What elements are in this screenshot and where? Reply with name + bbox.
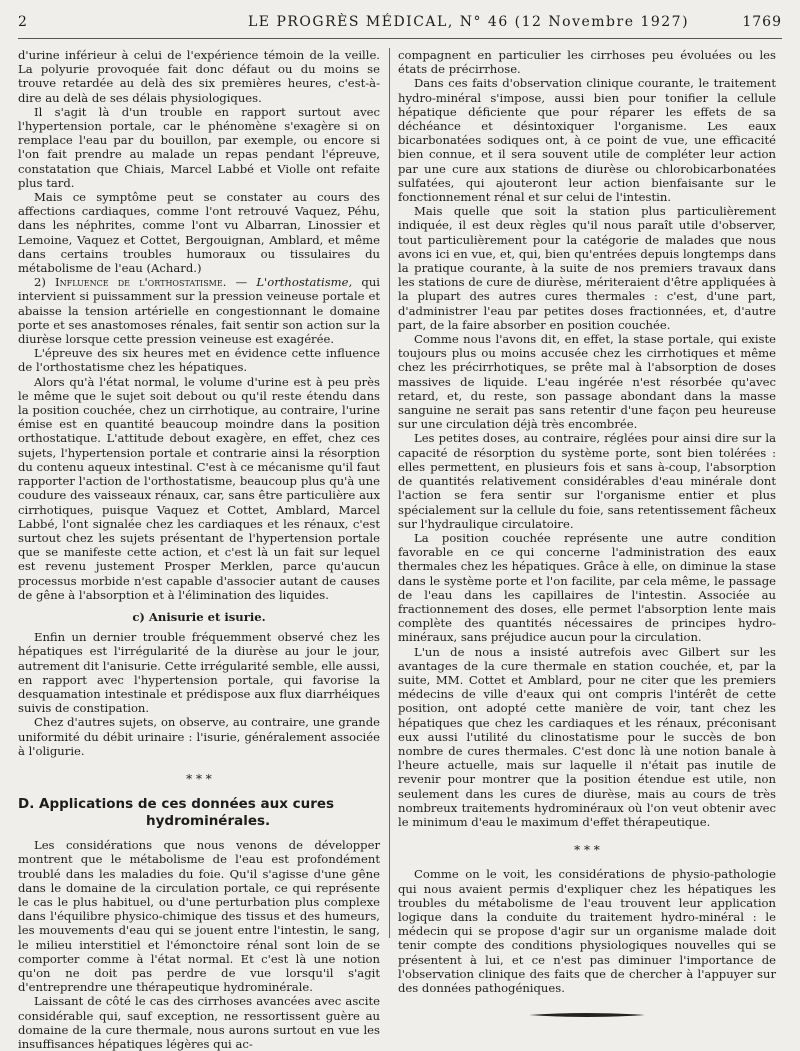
asterism: * * * xyxy=(186,771,212,786)
paragraph: Laissant de côté le cas des cirrhoses avancées avec ascite considérable qui, sauf exception, ne ressortissent guère au domaine de la cure thermale, nous aurons surtout en vue les insuffisances hépatiques légères qui ac- xyxy=(18,994,380,1051)
running-header xyxy=(18,14,782,34)
section-title-line2: hydrominérales. xyxy=(146,813,271,830)
section-title-line1: D. Applications de ces données aux cures xyxy=(18,796,335,813)
paragraph-text: qui intervient si puissamment sur la pression veineuse portale et abaisse la tension artérielle en congestionnant le domaine porte et ses anastomoses rénales, fait sentir son action sur la diurèse lorsque cette pression veineuse est exagérée. xyxy=(18,275,380,347)
ornament-rule-icon xyxy=(398,1009,776,1023)
header-rule xyxy=(18,38,782,39)
paragraph: La position couchée représente une autre condition favorable en ce qui concerne l'administration des eaux thermales chez les hépatiques. Grâce à elle, on diminue la stase dans le système porte et l'on facilite, par cela même, le passage de l'eau dans les capillaires de l'intestin. Associée au fractionnement des doses, elle permet l'absorption lente mais complète des quantités nécessaires de principes hydro-minéraux, sans préjudice aucun pour la circulation. xyxy=(398,530,776,645)
page-number: 1769 xyxy=(742,14,782,30)
paragraph xyxy=(18,275,380,346)
paragraph: d'urine inférieur à celui de l'expérience témoin de la veille. La polyurie provoquée fait donc défaut ou du moins se trouve retardée au delà des six premières heures, c'est-à-dire au delà de ses délais physiologiques. xyxy=(18,48,380,105)
column-divider xyxy=(389,48,390,938)
paragraph: L'épreuve des six heures met en évidence cette influence de l'orthostatisme chez les hépatiques. xyxy=(18,346,380,375)
asterism: * * * xyxy=(574,843,600,858)
paragraph: Mais quelle que soit la station plus particulièrement indiquée, il est deux règles qu'il nous paraît utile d'observer, tout particulièrement pour la catégorie de malades que nous avons ici en vue, et, qui, bien qu'entrées depuis longtemps dans la pratique courante, à la suite de nos premiers travaux dans les stations de cure de diurèse, mériteraient d'être appliquées à la plupart des autres cures thermales : c'est, d'une part, d'administrer l'eau par petites doses fractionnées, et, d'autre part, de la faire absorber en position couchée. xyxy=(398,204,776,332)
journal-title: LE PROGRÈS MÉDICAL, N° 46 (12 Novembre 1927) xyxy=(248,14,690,30)
left-column xyxy=(18,48,380,1051)
paragraph: Comme nous l'avons dit, en effet, la stase portale, qui existe toujours plus ou moins accusée chez les cirrhotiques et même chez les précirrhotiques, se prête mal à l'absorption de doses massives de liquide. L'eau ingérée n'est résorbée qu'avec retard, et, du reste, son passage abondant dans la masse sanguine ne serait pas sans retentir d'une façon peu heureuse sur une circulation déjà très encombrée. xyxy=(398,332,776,432)
paragraph: Chez d'autres sujets, on observe, au contraire, une grande uniformité du débit urinaire : l'isurie, généralement associée à l'oligurie. xyxy=(18,715,380,758)
paragraph: Mais ce symptôme peut se constater au cours des affections cardiaques, comme l'ont retrouvé Vaquez, Péhu, dans les néphrites, comme l'ont vu Albarran, Linossier et Lemoine, Vaquez et Cottet, Bergouignan, Amblard, et même dans certains troubles humoraux ou tissulaires du métabolisme de l'eau (Achard.) xyxy=(18,190,380,276)
section-label: 2) Influence de l'orthostatisme. — xyxy=(34,275,257,290)
ornament-rule-graphic xyxy=(527,1010,647,1020)
paragraph: Il s'agit là d'un trouble en rapport surtout avec l'hypertension portale, car le phénomène s'exagère si on remplace l'eau par du bouillon, par exemple, ou encore si l'on fait prendre au malade un repas pendant l'épreuve, constatation que Chiais, Marcel Labbé et Violle ont refaite plus tard. xyxy=(18,104,380,190)
paragraph: Les considérations que nous venons de développer montrent que le métabolisme de l'eau est profondément troublé dans les maladies du foie. Qu'il s'agisse d'une gêne dans le domaine de la circulation portale, ce qui représente le cas le plus habituel, ou d'une perturbation plus complexe dans l'équilibre physico-chimique des tissus et des humeurs, les mouvements d'eau qui se jouent entre l'intestin, le sang, le milieu interstitiel et l'émonctoire rénal sont loin de se comporter comme à l'état normal. Et c'est là une notion qu'on ne doit pas perdre de vue lorsqu'il s'agit d'entreprendre une thérapeutique hydrominérale. xyxy=(18,838,380,995)
subheading: c) Anisurie et isurie. xyxy=(132,609,266,624)
paragraph: Les petites doses, au contraire, réglées pour ainsi dire sur la capacité de résorption du système porte, sont bien tolérées : elles permettent, en plusieurs fois et sans à-coup, l'absorption de quantités relativement considérables d'eau minérale dont l'action se fera sentir sur l'organisme entier et plus spécialement sur la cellule du foie, sans retentissement fâcheux sur l'hydraulique circulatoire. xyxy=(398,431,776,531)
right-column xyxy=(398,48,776,995)
paragraph: Comme on le voit, les considérations de physio-pathologie qui nous avaient permis d'expliquer chez les hépatiques les troubles du métabolisme de l'eau trouvent leur application logique dans la conduite du traitement hydro-minéral : le médecin qui se propose d'agir sur un organisme malade doit tenir compte des conditions physiologiques nouvelles qui se présentent à lui, et ce n'est pas diminuer l'importance de l'observation clinique des faits que de chercher à l'appuyer sur des données pathogéniques. xyxy=(398,867,776,995)
italic-term: L'orthostatisme, xyxy=(256,275,353,290)
header-mark: 2 xyxy=(18,14,28,30)
paragraph: L'un de nous a insisté autrefois avec Gilbert sur les avantages de la cure thermale en station couchée, et, par la suite, MM. Cottet et Amblard, pour ne citer que les premiers médecins de ville d'eaux qui ont compris l'intérêt de cette position, ont adopté cette manière de voir, tant chez les hépatiques que chez les cardiaques et les rénaux, préconisant eux aussi l'utilité du clinostatisme pour le succès de bon nombre de cures thermales. C'est donc là une notion banale à l'heure actuelle, mais sur laquelle il n'était pas inutile de revenir pour montrer que la position étendue est utile, non seulement dans les cures de diurèse, mais au cours de très nombreux traitements hydrominéraux où l'on veut obtenir avec le minimum d'eau le maximum d'effet thérapeutique. xyxy=(398,644,776,829)
section-title xyxy=(18,796,380,830)
paragraph: compagnent en particulier les cirrhoses peu évoluées ou les états de précirrhose. xyxy=(398,48,776,77)
paragraph: Alors qu'à l'état normal, le volume d'urine est à peu près le même que le sujet soit debout ou qu'il reste étendu dans la position couchée, chez un cirrhotique, au contraire, l'urine émise est en quantité beaucoup moindre dans la position orthostatique. L'attitude debout exagère, en effet, chez ces sujets, l'hypertension portale et contrarie ainsi la résorption du contenu aqueux intestinal. C'est à ce mécanisme qu'il faut rapporter l'action de l'orthostatisme, beaucoup plus qu'à une coudure des vaisseaux rénaux, car, sans être particulière aux cirrhotiques, puisque Vaquez et Cottet, Amblard, Marcel Labbé, l'ont signalée chez les cardiaques et les rénaux, c'est surtout chez les sujets présentant de l'hypertension portale que se manifeste cette action, et c'est là un fait sur lequel est revenu justement Prosper Merklen, parce qu'aucun processus morbide n'est capable d'associer autant de causes de gêne à l'absorption et à l'élimination des liquides. xyxy=(18,374,380,602)
paragraph: Enfin un dernier trouble fréquemment observé chez les hépatiques est l'irrégularité de la diurèse au jour le jour, autrement dit l'anisurie. Cette irrégularité semble, elle aussi, en rapport avec l'hypertension portale, qui favorise la desquamation intestinale et prédispose aux flux diarrhéiques suivis de constipation. xyxy=(18,630,380,716)
paragraph: Dans ces faits d'observation clinique courante, le traitement hydro-minéral s'impose, aussi bien pour tonifier la cellule hépatique déficiente que pour réparer les effets de sa déchéance et désintoxiquer l'organisme. Les eaux bicarbonatées sodiques ont, à ce point de vue, une efficacité bien connue, et il sera souvent utile de compléter leur action par une cure aux stations de diurèse ou chlorobicarbonatées sulfatées, qui ajouteront leur action bienfaisante sur le fonctionnement rénal et sur celui de l'intestin. xyxy=(398,76,776,205)
